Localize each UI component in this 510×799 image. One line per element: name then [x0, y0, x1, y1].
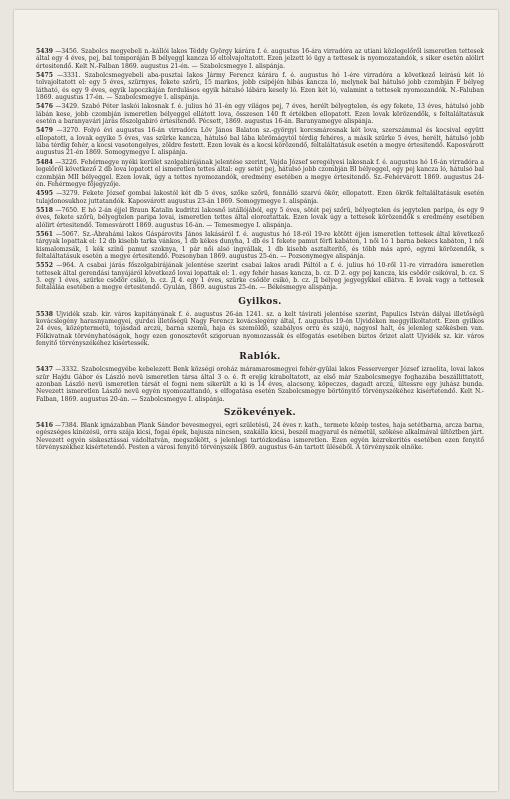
- notice-text: —5067. Sz.-Ábrahámi lakos Gáspárovits János lakásáról f. é. augustus hó 18-ról 19-re kötött éjjen ismeretlen tettesek által következő tárgyak lopattak el: 12 db kisebb tarka vánkos, 1 db kékes dunyha, 1 db és 1 fekete pamut férfi kabáton, 1 női 1ó 1 barna bekecs kabáton, 1 női kismalomzsák, 1 kék színű pamut szoknya, 1 pár női alsó ingvállak, 1 db kisebb asztalterítő, és több más apró, egymi körözendők, s feltaláltatásuk esetén a megye értesitendő. Pozsonyban 1869. augustus 25-én. — Pozsonymegye alispánja.: [36, 230, 484, 260]
- notice-text: —3270. Folyó évi augustus 16-án virradóra Löv János Balaton sz.-györgyi korcsmárosnak két lova, szerszámmal és kocsival együtt ellopatott, a lovak egyike 5 éves, vas szürke kancza, hátulsó bal lába körömágytól térdig fehéres, a másik szürke 5 éves, herélt, hátulsó jobb lába térdig fehér, a kocsi vasotengelyes, zöldre festett. Ezen lovak és a kocsi körözendő, feltaláltatásuk esetén a megye értesitendő. Kaposvárott augustus 21-én 1869. Somogymegye I. alispánja.: [36, 127, 485, 157]
- notice-number: 5561: [36, 230, 53, 238]
- notice-entry: [36, 72, 484, 101]
- notice-number: 5518: [36, 206, 53, 214]
- notice-number: 5439: [36, 48, 53, 55]
- murder-notices: [36, 311, 484, 348]
- notice-text: —3279. Fekete József gombai lakostól két db 5 éves, szőke szőrü, fennálló szarvú ökör, ellopatott. Ezen ökrök feltaláltatásuk esetén tulajdonosukhoz juttatandók. Kaposvárott augustus 23-án 1869. Somogymegye I. alispánja.: [36, 190, 485, 205]
- notice-text: Ujvidék szab. kir. város kapitányának f. é. augustus 26-án 1241. sz. a kelt távirati jelentése szerint, Papulics István dályai illetőségü kovácslegény harasnyamegyei, gurdei illetőségü Nagy Ferencz kovácslegény által, f. augustus 19-én Ujvidéken meggyilkoltatott. Ezen gyilkos 24 éves, középtermetü, tojásdad arczú, barna szemü, haja és szemöldö, szabályos orrú és szájú, nagyosl halt, és jelenleg szökésben van. Fölkivatnak törvényhatóságok, hogy ezen gonosztevőt szigoruan nyomozassák és elfogatás esetében biztos őrizet alatt Ujvidék sz. kir. város fenyitő törvényszékéhez kisértessék.: [36, 310, 484, 348]
- notice-entry: [36, 311, 484, 348]
- section-heading-gyilkos: Gyilkos.: [238, 296, 282, 307]
- notice-entry: [36, 262, 484, 291]
- notice-text: —964. A csabai járás főszolgabirájának jelentése szerint csabai lakos aradi Páltól a f. é. julius hó 10-ről 11-re virradóra ismeretlen tettesek által gerendási tanyájáról következő lovai lopattak el: 1. egy fehér hasas kancza, b. cz. D 2. egy pej kancza, kis csödör csikóval, b. cz. S 3. egy 1 éves, szürke csödör csikó, b. cz. Д 4. egy 1 éves, szürke csődör csikó, b. cz. Д bélyeg jegyegykkel ellátva. E lovak vagy a tettesek feltaláláa esetében a megye értesitendő. Gyulán, 1869. augustus 25-én. — Békésmegye alispánja.: [36, 262, 484, 292]
- notice-number: 4595: [36, 190, 53, 198]
- document-page: [14, 10, 498, 791]
- section-heading-rablok: Rablók.: [239, 352, 281, 363]
- notice-number: 5476: [36, 103, 53, 111]
- notice-text: —3226. Fehérmegye nyéki kerület szolgabirájának jelentése szerint, Vajda József seregélyesi lakosnak f. é. augustus hó 16-án virradóra a legelőről következő 2 db lova lopatott el ismeretlen tettes által: egy setét pej, hátulsó jobb czombján BI bélyeggel, egy pej kancza ló, hátulsó bal czombján MII bélyeggel. Ezen lovak, úgy a tettes nyomozandók, eredmény esetében a megye értesitendő. Sz.-Fehérvárott 1869. augustus 24-én. Fehérmegye főjegyzője.: [36, 158, 484, 188]
- notice-number: 5538: [36, 310, 53, 318]
- notice-text: —3456. Szabolcs megyebeli n.-kállói lakos Téddy György kárára f. é. augustus 16-ára virradóra az utiani közlegelőről ismeretlen tettesek által egy 4 éves, pej, bal tomporáján B bélyeggl kancza lő eltolvajoltatott. Ezen jelzett ló ügy a tettesek is nyomozatandók, s siker esetén alólirt értesitendő. Kelt N.-Falban 1869. augustus 21-én. — Szabolcsmegye I. alispánja.: [36, 48, 484, 70]
- robber-notices: [36, 366, 484, 403]
- notice-number: 5416: [36, 422, 53, 430]
- notice-number: 5475: [36, 72, 53, 80]
- notice-entry: [36, 159, 484, 188]
- notice-text: —3331. Szabolcsmegyebeli aba-pusztai lakos Jármy Ferencz kárára f. é. augustus hó 1-ére virradóra a következő leirású két ló tolvajoltatott el: egy 5 éves, szürnyes, fekete szőrü, 15 markos, jobb csipéjén hibás kancza ló, melynek bal hátulsó jobb czombján F bélyeg látható, és egy 9 éves, egyik lapoczkáján fordulásos egyik hátulsó lábára kesely ló. Ezen két ló, valamint a tettesek nyomozandók. N.-Faluban 1869. augustus 17-én. — Szabolcsmegye I. alispánja.: [36, 72, 485, 102]
- notice-text: —3429. Szabó Péter laskói lakosnak f. é. julius hó 31-én egy világos pej, 7 éves, herélt bélyegtelen, és egy fekete, 13 éves, hátulsó jobb lábán kese, jobb czombján ismeretlen bélyeggel ellátott lova, összesen 140 ft értékben ellopatott. Ezen lovak körözendők, s feltaláltatásuk esetén a baranyavári járás főszolgabiró értesitendő. Pécsett, 1869. augustus 16-án. Baranyamegye alispánja.: [36, 103, 485, 126]
- notice-entry: [36, 207, 484, 229]
- notice-number: 5479: [36, 127, 53, 135]
- fugitive-notices: [36, 422, 484, 451]
- notice-number: 5437: [36, 366, 53, 374]
- notice-text: —7650. E hó 2-án éjjel Braun Katalin kudritzi lakosnő istállójából, egy 5 éves, sötét pej szőrü, bélyegtelen és jegytelen paripa, és egy 9 éves, fekete szőrü, bélyegtelen paripa lovai, ismeretlen tettes által eloroztattak. Ezen lovak úgy a tettesek körözendők s eredmény esetében alólirt értesitendő. Temesvárott 1869. augustus 16-án. — Temesmegye I. alispánja.: [36, 206, 485, 229]
- notice-entry: [36, 48, 484, 70]
- notice-entry: [36, 103, 484, 125]
- notice-number: 5552: [36, 262, 53, 270]
- notice-entry: [36, 127, 484, 156]
- theft-notices: [36, 48, 484, 292]
- notice-entry: [36, 190, 484, 205]
- notice-number: 5484: [36, 158, 53, 166]
- notice-entry: [36, 366, 484, 403]
- notice-entry: [36, 422, 484, 451]
- section-heading-szokevenyek: Szökevények.: [223, 408, 297, 419]
- notice-text: —3332. Szabolcsmegyébe kebelezett Benk községi oroház máramarosmegyei fehér-gyülai lakos Fesserverger József izraelita, lovai lakos szür Hajdu Gábor és László nevü ismeretlen társa által 3 o. é. ft erejig kiraboltatott, az első már Szabolcsmegye foghazába beszállittatott, azonban László nevü ismeretlen társát el fogni nem sikerült a ki is 14 éves, alacsony, köpeczes, dagadt arczú, ültessre egy juhász bunda. Nevezett ismeretlen László nevü egyén nyomozattandó, s elfogatása esetén Szabolcsmegye börtönyitő törvényszékéhez kisértetendő. Kelt N.-Falban, 1869. augustus 20-án. — Szabolcsmegye I. alispánja.: [36, 366, 485, 403]
- notice-text: —7384. Blank ignázabban Plank Sándor bevesmegyei, egri születésü, 24 éves r. kath., termete közép testes, haja setétbarna, arcza barna, egészséges kinézésü, orra szája kicsi, fogai épek, bajusza nincsen, szakálla kicsi, beszél magyarul és németül, szökése alkalmával ültöztben járt. Nevezett egyén siskesztássai vádoltatván, megszökött, s jelenlegi tartózkodása ismeretlen. Ezen egyén kézrekerités esetében ezen fenyitő törvényszékhez kisértetendő. Pesten a városi fenyitő törvényszék 1869. augustus 6-án tartott üléséből. A törvényszék elnöke.: [36, 422, 485, 452]
- notice-entry: [36, 231, 484, 260]
- notices-column: [36, 48, 484, 453]
